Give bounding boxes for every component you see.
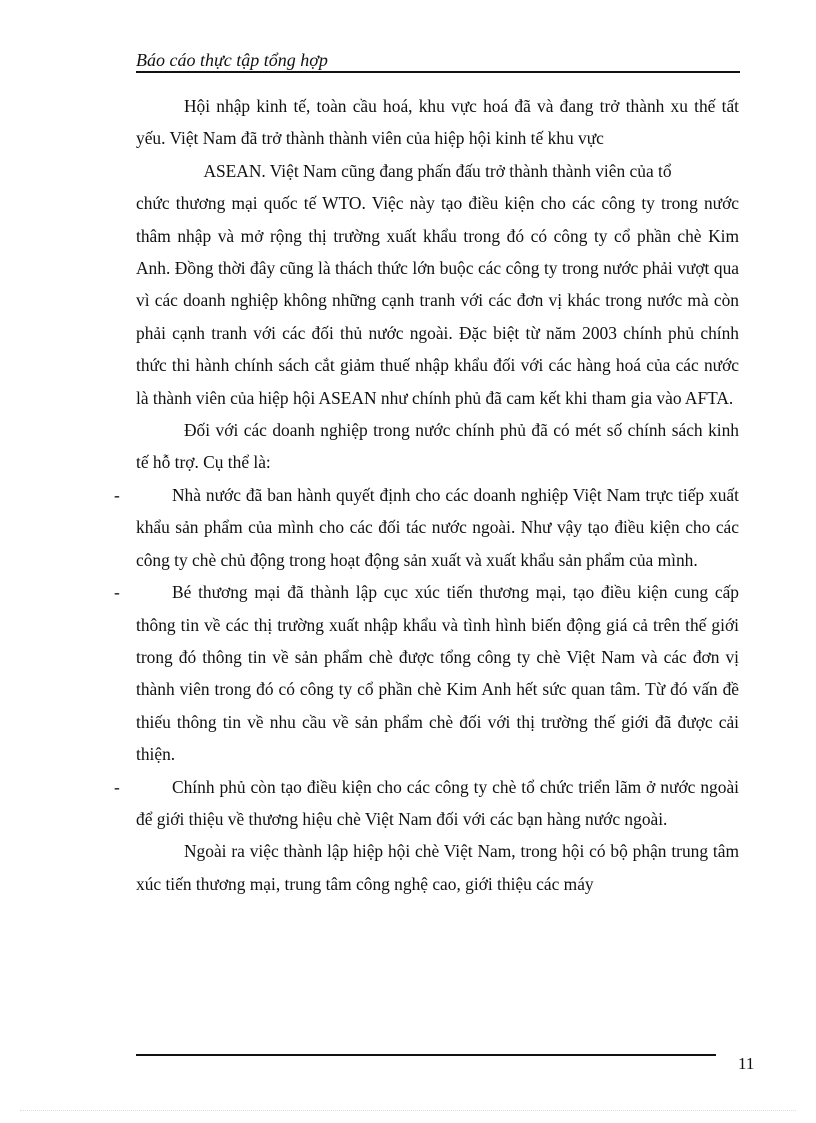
bullet-marker: -: [114, 484, 120, 505]
footer-rule: [136, 1054, 716, 1056]
bullet-item-exhibitions: [114, 771, 739, 836]
bullet-marker: -: [114, 582, 120, 603]
paragraph-intro-continued: chức thương mại quốc tế WTO. Việc này tạo điều kiện cho các công ty trong nước thâm nhập và mở rộng thị trường xuất khẩu trong đó có công ty cổ phần chè Kim Anh. Đồng thời đây cũng là thách thức lớn buộc các công ty trong nước phải vượt qua vì các doanh nghiệp không những cạnh tranh với các đơn vị khác trong nước mà còn phải cạnh tranh với các đối thủ nước ngoài. Đặc biệt từ năm 2003 chính phủ chính thức thi hành chính sách cắt giảm thuế nhập khẩu đối với các hàng hoá của các nước là thành viên của hiệp hội ASEAN như chính phủ đã cam kết khi tham gia vào AFTA.: [136, 193, 739, 408]
bullet-text: Chính phủ còn tạo điều kiện cho các công ty chè tổ chức triển lãm ở nước ngoài để giới thiệu về thương hiệu chè Việt Nam đối với các bạn hàng nước ngoài.: [136, 776, 739, 829]
document-body: [114, 90, 739, 900]
paragraph-government-support: Đối với các doanh nghiệp trong nước chính phủ đã có mét số chính sách kinh tế hỗ trợ. Cụ thể là:: [136, 420, 739, 473]
page-header: [136, 49, 740, 73]
bullet-text: Nhà nước đã ban hành quyết định cho các doanh nghiệp Việt Nam trực tiếp xuất khẩu sản phẩm của mình cho các đối tác nước ngoài. Như vậy tạo điều kiện cho các công ty chè chủ động trong hoạt động sản xuất và xuất khẩu sản phẩm của mình.: [136, 484, 739, 570]
paragraph-intro-lines: Hội nhập kinh tế, toàn cầu hoá, khu vực hoá đã và đang trở thành xu thế tất yếu. Việt Nam đã trở thành thành viên của hiệp hội kinh tế khu vực: [136, 96, 739, 149]
bullet-text: Bé thương mại đã thành lập cục xúc tiến thương mại, tạo điều kiện cung cấp thông tin về các thị trường xuất nhập khẩu và tình hình biến động giá cả trên thế giới trong đó thông tin về sản phẩm chè được tổng công ty chè Việt Nam và các đơn vị thành viên trong đó có công ty cổ phần chè Kim Anh hết sức quan tâm. Từ đó vấn đề thiếu thông tin về nhu cầu về sản phẩm chè đối với thị trường thế giới đã được cải thiện.: [136, 582, 739, 765]
page-bottom-dotted-line: [20, 1110, 796, 1111]
bullet-item-direct-export: [114, 479, 739, 576]
bullet-marker: -: [114, 776, 120, 797]
paragraph-tea-association: Ngoài ra việc thành lập hiệp hội chè Việt Nam, trong hội có bộ phận trung tâm xúc tiến thương mại, trung tâm công nghệ cao, giới thiệu các máy: [136, 841, 739, 894]
page-number: 11: [738, 1054, 755, 1073]
bullet-item-trade-promotion: [114, 576, 739, 770]
header-title: Báo cáo thực tập tổng hợp: [136, 50, 328, 70]
paragraph-intro-asean-line: ASEAN. Việt Nam cũng đang phấn đấu trở thành thành viên của tổ: [203, 160, 672, 181]
